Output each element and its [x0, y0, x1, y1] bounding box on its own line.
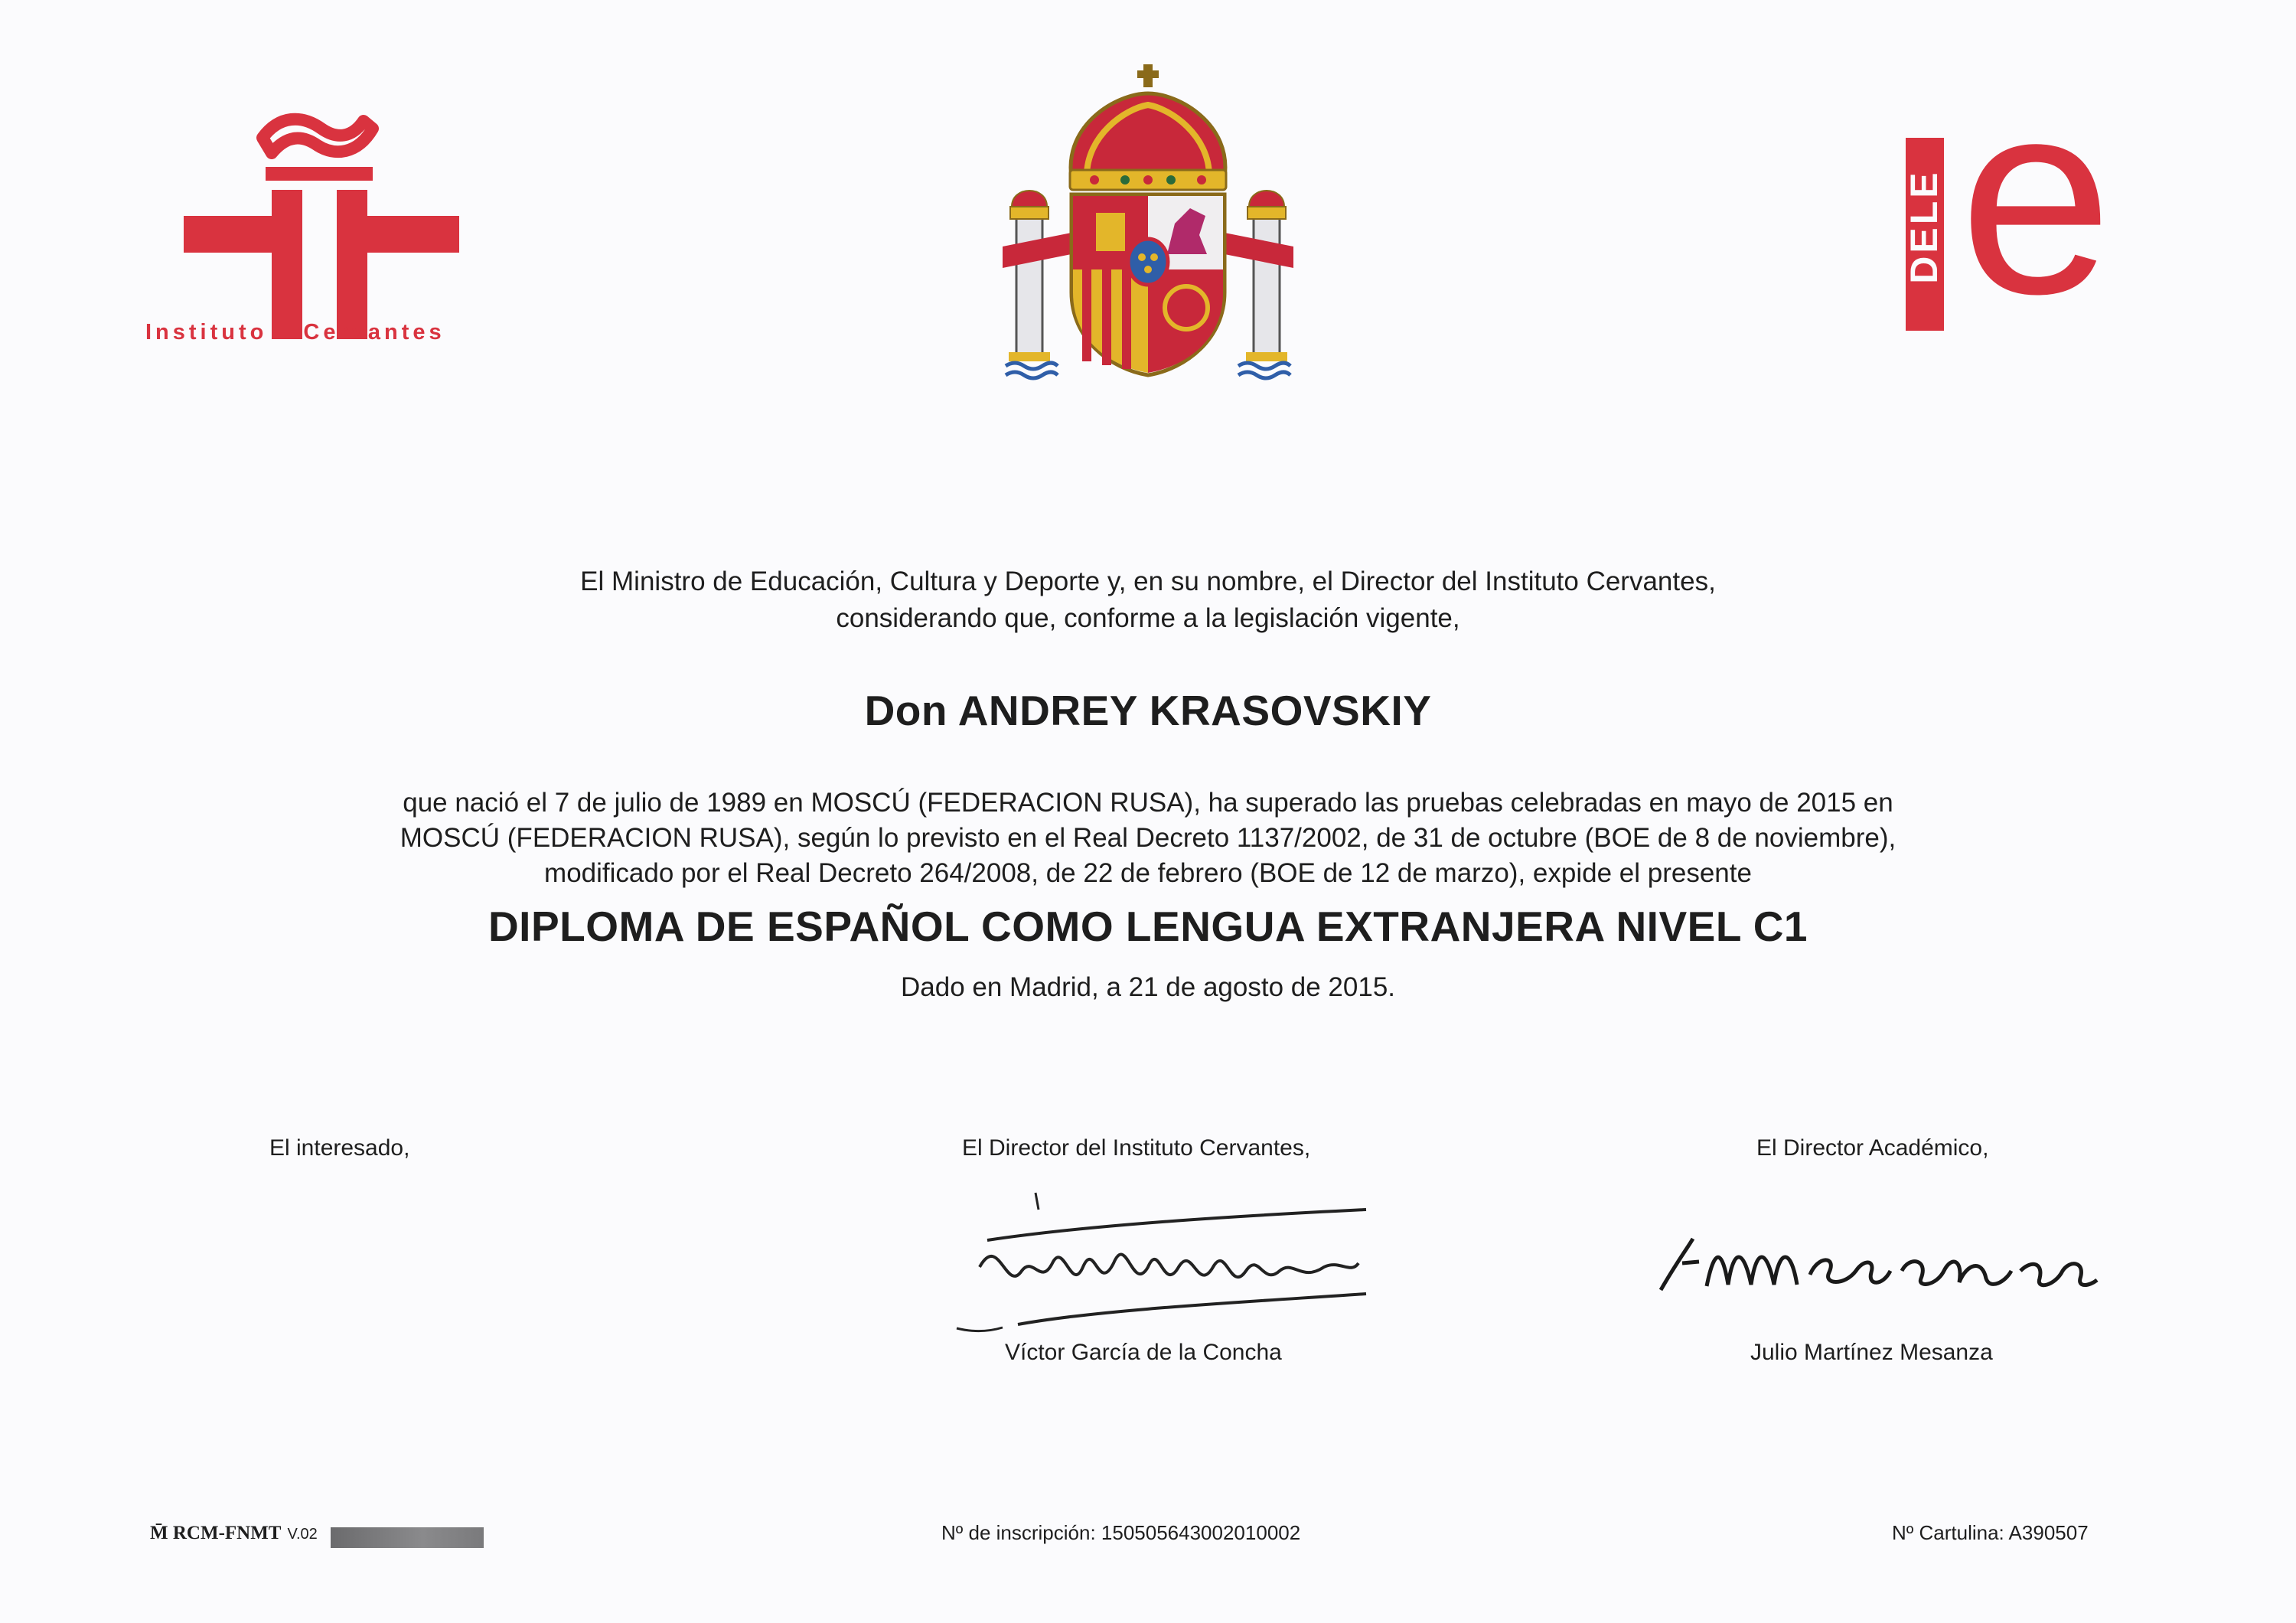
interesado-label: El interesado,	[269, 1135, 410, 1161]
mint-m-icon: M̄	[150, 1523, 173, 1543]
mint-version: V.02	[287, 1526, 318, 1543]
diploma-title: DIPLOMA DE ESPAÑOL COMO LENGUA EXTRANJERA NIVEL C1	[488, 903, 1808, 950]
cartulina-number: Nº Cartulina: A390507	[1892, 1521, 2089, 1544]
body-text	[0, 785, 2296, 891]
intro-line-1: El Ministro de Educación, Cultura y Deporte y, en su nombre, el Director del Instituto Cervantes,	[580, 567, 1716, 596]
director-name: Víctor García de la Concha	[1005, 1340, 1282, 1365]
dele-logo-text: DELE	[1903, 169, 1945, 284]
dele-logo	[1898, 44, 2181, 351]
academico-label: El Director Académico,	[1756, 1135, 1989, 1161]
intro-text	[0, 563, 2296, 637]
mint-mark-text: RCM-FNMT	[172, 1523, 282, 1543]
issue-date-text: Dado en Madrid, a 21 de agosto de 2015.	[900, 972, 1396, 1002]
institute-name: Instituto Cervantes	[145, 320, 445, 345]
mint-mark	[150, 1523, 318, 1544]
redacted-serial-bar	[331, 1527, 484, 1548]
shield-icon	[1071, 194, 1225, 375]
academico-signature	[1645, 1217, 2105, 1301]
holder-name: Don ANDREY KRASOVSKIY	[864, 687, 1432, 734]
academico-name: Julio Martínez Mesanza	[1750, 1340, 1993, 1365]
director-signature	[926, 1187, 1378, 1340]
director-label: El Director del Instituto Cervantes,	[962, 1135, 1311, 1161]
dele-logo-letter: e	[1959, 44, 2113, 351]
intro-line-2: considerando que, conforme a la legislación vigente,	[836, 603, 1460, 633]
inscription-number: Nº de inscripción: 150505643002010002	[941, 1521, 1301, 1544]
body-line-1: que nació el 7 de julio de 1989 en MOSCÚ (FEDERACION RUSA), ha superado las pruebas celebradas en mayo de 2015 en	[403, 788, 1893, 818]
coat-of-arms-icon	[1003, 63, 1293, 384]
crown-icon	[1070, 64, 1226, 190]
body-line-2: MOSCÚ (FEDERACION RUSA), según lo previsto en el Real Decreto 1137/2002, de 31 de octubre (BOE de 8 de noviembre),	[400, 823, 1896, 853]
instituto-cervantes-logo	[180, 107, 501, 352]
body-line-3: modificado por el Real Decreto 264/2008, de 22 de febrero (BOE de 12 de marzo), expide el presente	[544, 858, 1752, 888]
